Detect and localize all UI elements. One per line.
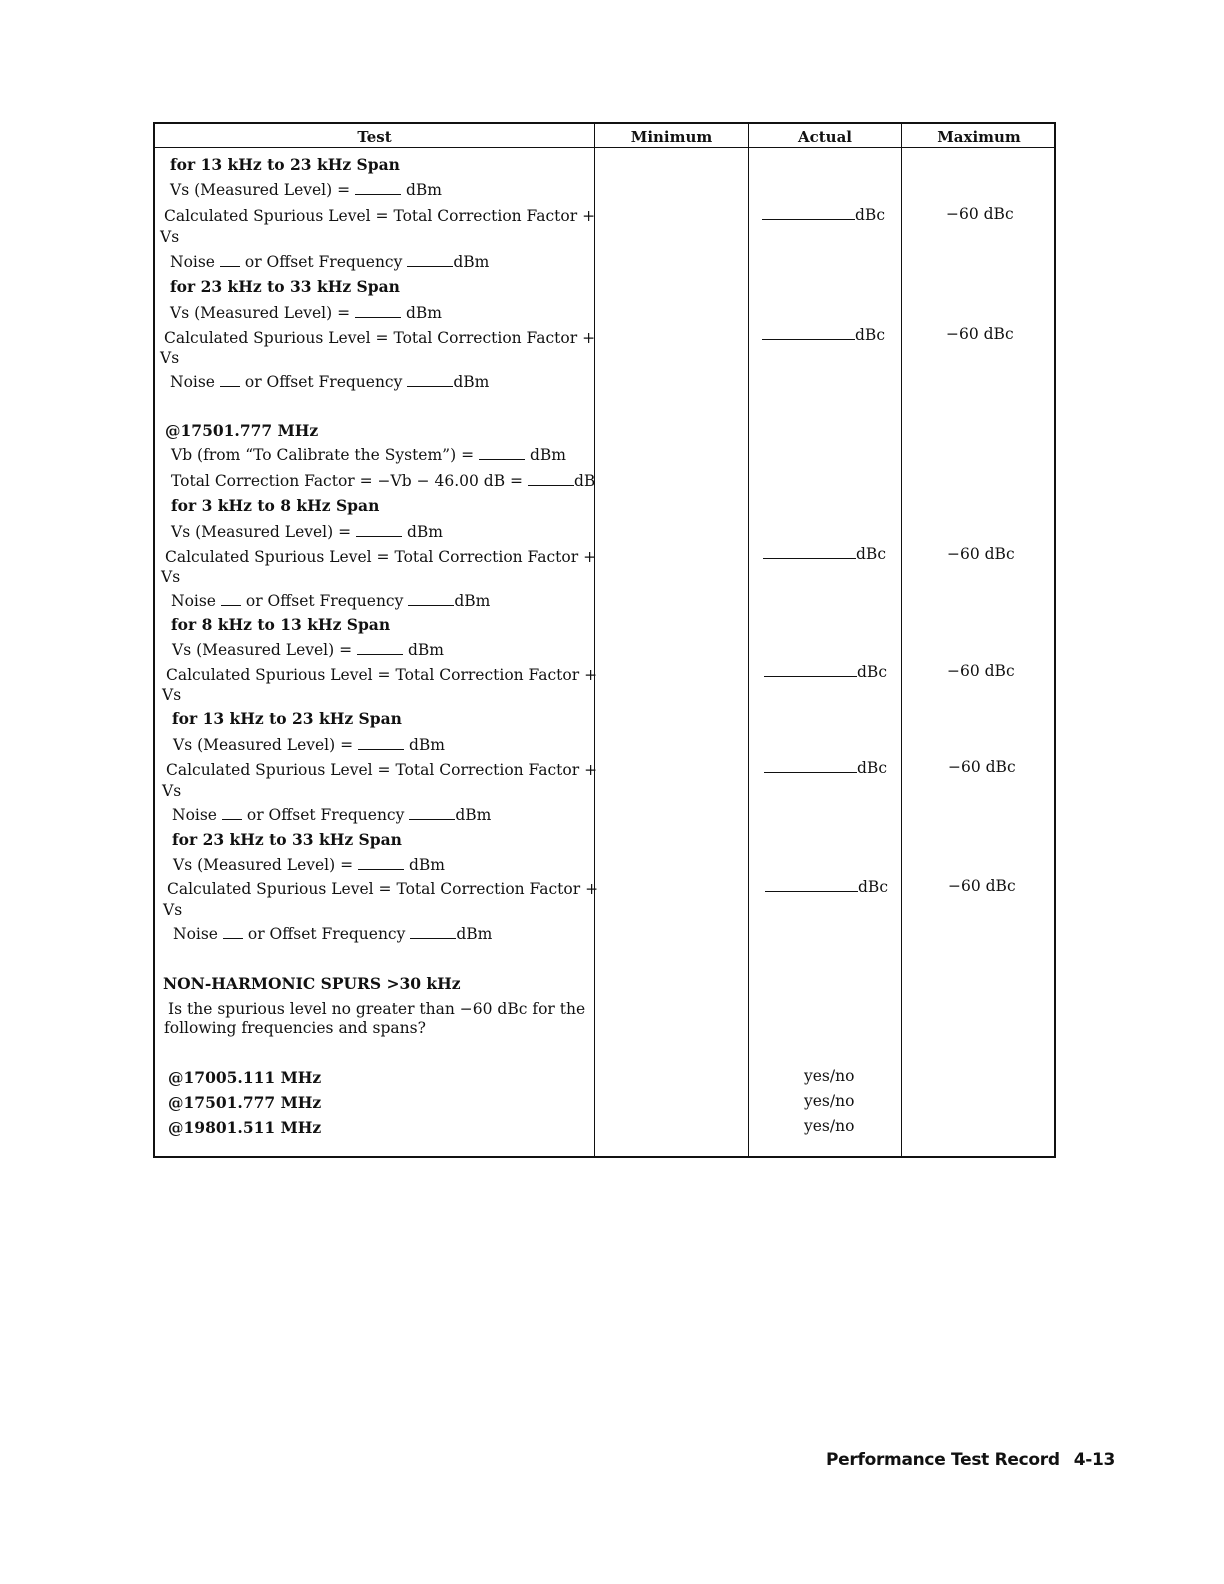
vs-measured-level: Vs (Measured Level) = dBm [171, 523, 443, 541]
span-heading: for 23 kHz to 33 kHz Span [172, 830, 402, 849]
actual-dbc-entry: dBc [764, 663, 887, 681]
maximum-value: −60 dBc [946, 205, 1014, 223]
question-text: Is the spurious level no greater than −60 dBc for the [168, 1000, 586, 1018]
actual-dbc-entry: dBc [764, 759, 887, 777]
calc-spurious-level-vs: Vs [162, 686, 182, 704]
section-heading: NON-HARMONIC SPURS >30 kHz [163, 974, 461, 993]
calc-spurious-level: Calculated Spurious Level = Total Correction Factor + [164, 207, 596, 225]
vs-measured-level: Vs (Measured Level) = dBm [170, 181, 442, 199]
calc-spurious-level: Calculated Spurious Level = Total Correction Factor + [164, 329, 596, 347]
vs-measured-level: Vs (Measured Level) = dBm [173, 856, 445, 874]
header-actual: Actual [797, 128, 853, 146]
span-heading: for 23 kHz to 33 kHz Span [170, 277, 400, 296]
yes-no-entry: yes/no [804, 1067, 855, 1085]
maximum-value: −60 dBc [947, 545, 1015, 563]
calc-spurious-level-vs: Vs [163, 901, 183, 919]
header-minimum: Minimum [630, 128, 713, 146]
actual-dbc-entry: dBc [762, 206, 885, 224]
footer-title: Performance Test Record [826, 1450, 1060, 1470]
column-divider [594, 124, 595, 1156]
header-maximum: Maximum [937, 128, 1021, 146]
frequency-item: @17005.111 MHz [168, 1068, 322, 1087]
column-divider [748, 124, 749, 1156]
total-correction-factor: Total Correction Factor = −Vb − 46.00 dB = dB [171, 472, 596, 490]
actual-dbc-entry: dBc [765, 878, 888, 896]
header-test: Test [357, 128, 392, 146]
frequency-item: @19801.511 MHz [168, 1118, 322, 1137]
span-heading: for 13 kHz to 23 kHz Span [170, 155, 400, 174]
calc-spurious-level-vs: Vs [161, 568, 181, 586]
question-text-cont: following frequencies and spans? [164, 1019, 426, 1037]
column-divider [901, 124, 902, 1156]
span-heading: for 8 kHz to 13 kHz Span [171, 615, 391, 634]
calc-spurious-level: Calculated Spurious Level = Total Correction Factor + [167, 880, 599, 898]
frequency-item: @17501.777 MHz [168, 1093, 322, 1112]
calc-spurious-level: Calculated Spurious Level = Total Correction Factor + [166, 666, 598, 684]
frequency-heading: @17501.777 MHz [165, 421, 319, 440]
actual-dbc-entry: dBc [762, 326, 885, 344]
noise-offset: Noise or Offset Frequency dBm [173, 925, 493, 943]
vs-measured-level: Vs (Measured Level) = dBm [170, 304, 442, 322]
noise-offset: Noise or Offset Frequency dBm [171, 592, 491, 610]
maximum-value: −60 dBc [946, 325, 1014, 343]
vb-line: Vb (from “To Calibrate the System”) = dBm [171, 446, 566, 464]
span-heading: for 13 kHz to 23 kHz Span [172, 709, 402, 728]
vs-measured-level: Vs (Measured Level) = dBm [173, 736, 445, 754]
noise-offset: Noise or Offset Frequency dBm [172, 806, 492, 824]
maximum-value: −60 dBc [948, 877, 1016, 895]
calc-spurious-level-vs: Vs [160, 228, 180, 246]
calc-spurious-level-vs: Vs [160, 349, 180, 367]
noise-offset: Noise or Offset Frequency dBm [170, 253, 490, 271]
calc-spurious-level: Calculated Spurious Level = Total Correction Factor + [165, 548, 597, 566]
actual-dbc-entry: dBc [763, 545, 886, 563]
calc-spurious-level: Calculated Spurious Level = Total Correction Factor + [166, 761, 598, 779]
page-number: 4-13 [1073, 1450, 1116, 1470]
maximum-value: −60 dBc [947, 662, 1015, 680]
noise-offset: Noise or Offset Frequency dBm [170, 373, 490, 391]
span-heading: for 3 kHz to 8 kHz Span [171, 496, 380, 515]
vs-measured-level: Vs (Measured Level) = dBm [172, 641, 444, 659]
calc-spurious-level-vs: Vs [162, 782, 182, 800]
yes-no-entry: yes/no [804, 1092, 855, 1110]
page-footer [826, 1450, 1115, 1470]
maximum-value: −60 dBc [948, 758, 1016, 776]
yes-no-entry: yes/no [804, 1117, 855, 1135]
